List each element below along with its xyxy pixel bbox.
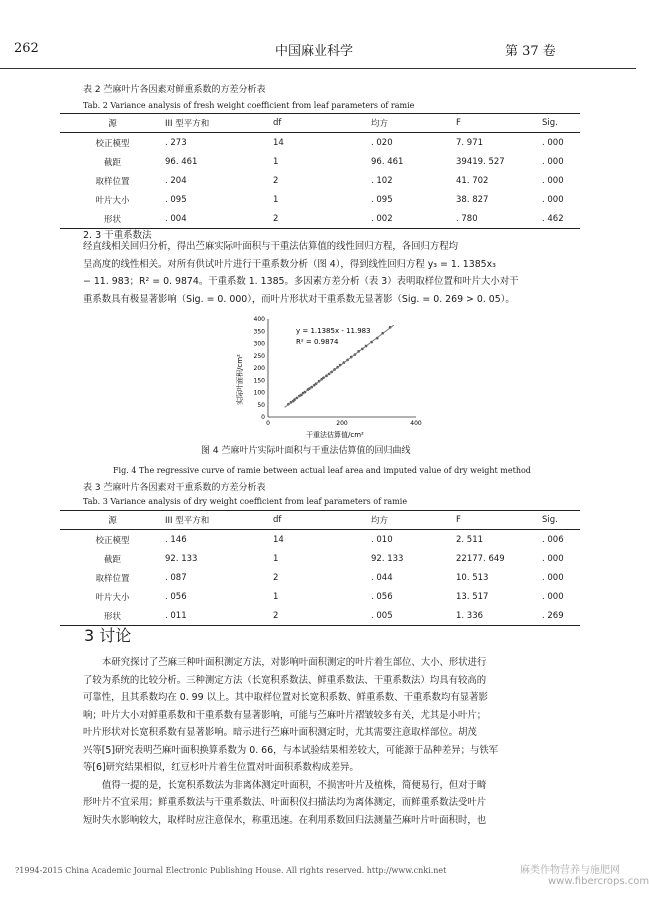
y-tick-label: 50 (257, 401, 265, 409)
table-cell: . 002 (371, 213, 393, 224)
y-tick-label: 200 (253, 365, 265, 372)
table3-caption-en: Tab. 3 Variance analysis of dry weight coefficient from leaf parameters of ramie (83, 497, 408, 506)
paragraph-line: 本研究探讨了苎麻三种叶面积测定方法，对影响叶面积测定的叶片着生部位、大小、形状进行 (102, 657, 487, 668)
table-cell: . 462 (542, 213, 564, 224)
table-cell: . 000 (542, 175, 564, 186)
section-heading-2-3: 2. 3 干重系数法 (83, 230, 152, 241)
table-cell: 形状 (103, 214, 121, 225)
y-tick-label: 0 (261, 414, 265, 421)
paragraph-line: 呈高度的线性相关。对所有供试叶片进行干重系数分析（图 4），得到线性回归方程 y₃ = 1. 1385x₃ (83, 258, 496, 270)
y-tick-label: 400 (253, 316, 265, 323)
table-cell: 13. 517 (456, 591, 489, 602)
table-cell: 96. 461 (371, 156, 404, 167)
col-header: Sig. (542, 114, 580, 133)
y-tick-label: 350 (253, 328, 265, 336)
table-row (60, 587, 580, 606)
table-cell: 1. 336 (456, 610, 484, 621)
table-cell: . 020 (371, 137, 393, 148)
paragraph-line: 经直线相关回归分析，得出苎麻实际叶面积与干重法估算值的线性回归方程，各回归方程均 (83, 241, 459, 252)
table-cell: 1 (273, 591, 279, 602)
table-cell: 形状 (103, 611, 121, 622)
table-cell: 截距 (103, 157, 121, 168)
footer-copyright: ?1994-2015 China Academic Journal Electronic Publishing House. All rights reserved. http://www.cnki.net (15, 866, 447, 875)
table3 (60, 510, 580, 626)
table-cell: . 010 (371, 534, 393, 545)
y-axis-label: 实际叶面积/cm² (236, 354, 244, 405)
table-header-row (60, 114, 580, 133)
section-heading-3: 3 讨论 (84, 626, 132, 645)
table-cell: 41. 702 (456, 175, 489, 186)
y-tick-label: 100 (253, 389, 265, 397)
x-tick-label: 200 (336, 420, 348, 427)
paragraph-line: 可靠性，且其系数均在 0. 99 以上。其中取样位置对长宽积系数、鲜重系数、干重系数均有显著影 (83, 692, 488, 703)
watermark: 麻类作物营养与施肥网 (520, 865, 620, 876)
table-cell: 92. 133 (165, 553, 198, 564)
table-cell: 14 (273, 534, 284, 545)
col-header: Sig. (542, 511, 580, 530)
x-tick-label: 400 (410, 420, 422, 427)
section-2-3-body (83, 238, 518, 308)
x-tick-label: 0 (266, 420, 270, 427)
table-cell: 2 (273, 213, 279, 224)
col-header: df (273, 114, 371, 133)
table-cell: 1 (273, 156, 279, 167)
paragraph-line: 兴等[5]研究表明苎麻叶面积换算系数为 0. 66，与本试验结果相差较大，可能源于品种差异；与铁军 (83, 744, 499, 756)
table-cell: 取样位置 (95, 573, 130, 584)
col-header: F (456, 511, 542, 530)
paragraph-line: 等[6]研究结果相似，红豆杉叶片着生位置对叶面积系数构成差异。 (83, 762, 359, 773)
table-cell: 2. 511 (456, 534, 484, 545)
table2-caption-cn: 表 2 苎麻叶片各因素对鲜重系数的方差分析表 (83, 85, 266, 95)
header-rule (0, 68, 636, 69)
paragraph-line: 重系数具有极显著影响（Sig. = 0. 000），而叶片形状对干重系数无显著影（Sig. = 0. 269 > 0. 05）。 (83, 293, 515, 305)
table-cell: 14 (273, 137, 284, 148)
table-row (60, 152, 580, 171)
table-cell: . 095 (371, 194, 393, 205)
paragraph-line: − 11. 983；R² = 0. 9874。干重系数 1. 1385。多因素方差分析（表 3）表明取样位置和叶片大小对干 (83, 276, 519, 287)
table-cell: 7. 971 (456, 137, 484, 148)
table-cell: . 146 (165, 534, 187, 545)
table-cell: . 000 (542, 572, 564, 583)
paragraph-line: 短时失水影响较大，取样时应注意保水，称重迅速。在利用系数回归法测量苎麻叶片叶面积时，也 (83, 814, 487, 826)
table-cell: 2 (273, 572, 279, 583)
table-cell: . 000 (542, 194, 564, 205)
paragraph-line: 形叶片不宜采用；鲜重系数法与干重系数法、叶面积仪扫描法均为离体测定，而鲜重系数法受叶片 (83, 797, 487, 808)
table-cell: . 056 (165, 591, 187, 602)
table-cell: 22177. 649 (456, 553, 505, 564)
table-cell: . 087 (165, 572, 187, 583)
col-header: III 型平方和 (165, 511, 273, 530)
table-row (60, 568, 580, 587)
col-header: df (273, 511, 371, 530)
table-cell: . 204 (165, 175, 187, 186)
table-cell: 取样位置 (95, 176, 130, 187)
table-cell: . 273 (165, 137, 187, 148)
y-tick-label: 250 (253, 352, 265, 360)
table-row (60, 209, 580, 229)
regression-equation: y = 1.1385x - 11.983 (296, 327, 371, 335)
table-cell: 92. 133 (371, 553, 404, 564)
table-cell: . 011 (165, 610, 187, 621)
table-cell: 96. 461 (165, 156, 198, 167)
table-cell: 叶片大小 (95, 592, 130, 603)
col-header: 均方 (371, 114, 456, 133)
col-header: 源 (60, 114, 165, 133)
table-cell: . 000 (542, 591, 564, 602)
watermark-url: www.fibercrops.com (548, 876, 649, 887)
table3-caption-cn: 表 3 苎麻叶片各因素对干重系数的方差分析表 (83, 483, 266, 493)
table-cell: 校正模型 (95, 138, 130, 149)
table-cell: . 006 (542, 534, 564, 545)
table-cell: . 005 (371, 610, 393, 621)
table-cell: 叶片大小 (95, 195, 130, 206)
table-cell: 校正模型 (95, 535, 130, 546)
table-cell: 2 (273, 610, 279, 621)
journal-title: 中国麻业科学 (275, 44, 354, 59)
table-cell: 2 (273, 175, 279, 186)
table-cell: . 000 (542, 156, 564, 167)
section-3-body (83, 654, 498, 829)
table-cell: . 269 (542, 610, 564, 621)
figure4-scatter-chart (226, 313, 426, 443)
table2-caption-en: Tab. 2 Variance analysis of fresh weight coefficient from leaf parameters of ramie (83, 101, 415, 110)
table-cell: . 056 (371, 591, 393, 602)
table-row (60, 133, 580, 153)
page-number: 262 (14, 41, 39, 56)
table-row (60, 171, 580, 190)
table-cell: . 000 (542, 553, 564, 564)
volume-label: 第 37 卷 (505, 44, 556, 59)
table-cell: 1 (273, 194, 279, 205)
figure4-caption-cn: 图 4 苎麻叶片实际叶面积与干重法估算值的回归曲线 (201, 446, 411, 456)
y-tick-label: 300 (253, 340, 265, 348)
table-row (60, 530, 580, 550)
col-header: F (456, 114, 542, 133)
table-header-row (60, 511, 580, 530)
col-header: 均方 (371, 511, 456, 530)
table-row (60, 549, 580, 568)
paragraph-line: 叶片形状对长宽积系数有显著影响。暗示进行苎麻叶面积测定时，尤其需要注意取样部位。胡茂 (83, 727, 477, 738)
table-cell: . 095 (165, 194, 187, 205)
table-cell: . 000 (542, 137, 564, 148)
col-header: 源 (60, 511, 165, 530)
figure4-caption-en: Fig. 4 The regressive curve of ramie between actual leaf area and imputed value of dry weight method (113, 466, 531, 475)
table-cell: . 004 (165, 213, 187, 224)
table-cell: 截距 (103, 554, 121, 565)
table2 (60, 113, 580, 229)
table-cell: 39419. 527 (456, 156, 505, 167)
table-cell: . 044 (371, 572, 393, 583)
table-cell: . 780 (456, 213, 478, 224)
paragraph-line: 值得一提的是，长宽积系数法为非离体测定叶面积，不损害叶片及植株，简便易行，但对于畸 (102, 779, 487, 791)
table-cell: 38. 827 (456, 194, 489, 205)
y-tick-label: 150 (253, 377, 265, 385)
table-cell: . 102 (371, 175, 393, 186)
col-header: III 型平方和 (165, 114, 273, 133)
table-cell: 1 (273, 553, 279, 564)
paragraph-line: 响；叶片大小对鲜重系数和干重系数有显著影响，可能与苎麻叶片褶皱较多有关，尤其是小叶片； (83, 709, 487, 721)
r-squared: R² = 0.9874 (296, 338, 339, 346)
paragraph-line: 了较为系统的比较分析。三种测定方法（长宽积系数法、鲜重系数法、干重系数法）均具有较高的 (83, 674, 487, 686)
table-row (60, 606, 580, 626)
x-axis-label: 干重法估算值/cm² (306, 431, 364, 439)
table-row (60, 190, 580, 209)
table-cell: 10. 513 (456, 572, 489, 583)
